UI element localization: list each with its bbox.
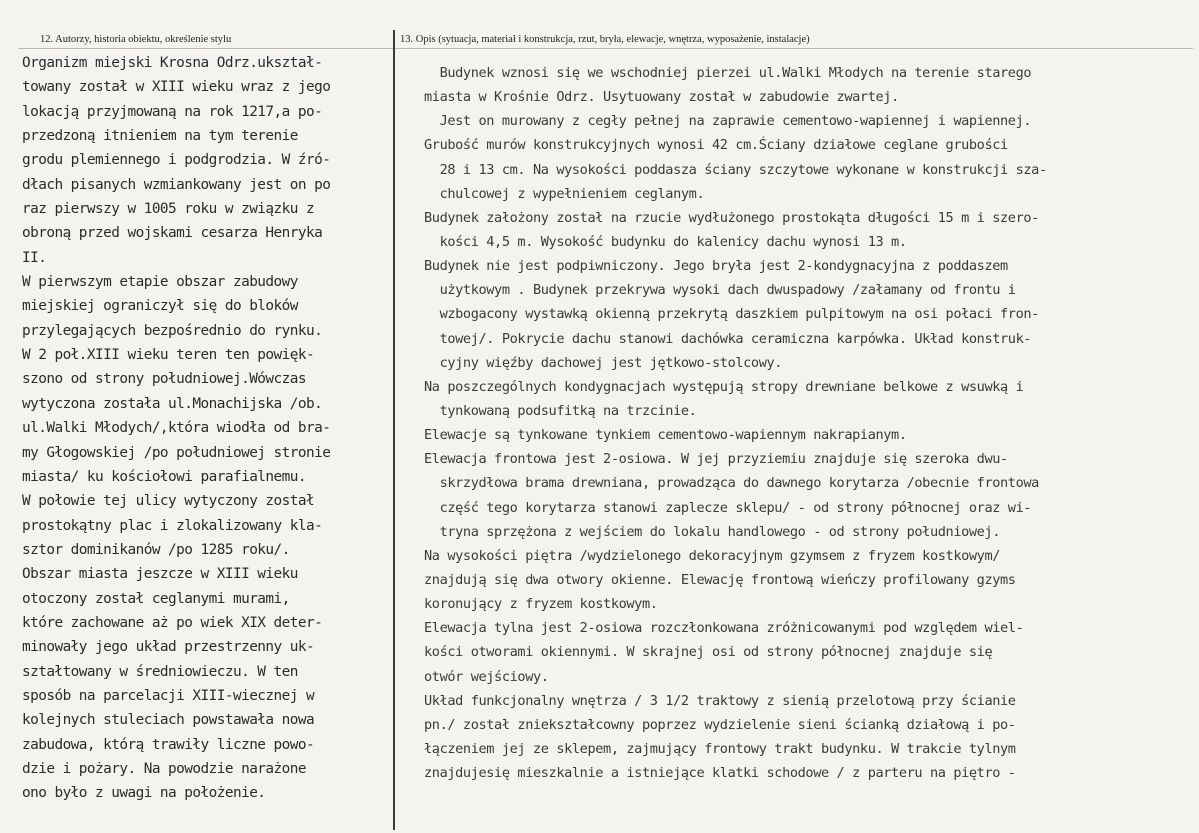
section-12-heading: 12. Autorzy, historia obiektu, określenie stylu (40, 34, 232, 45)
text-line: W połowie tej ulicy wytyczony został (22, 493, 315, 510)
text-line: ul.Walki Młodych/,która wiodła od bra- (22, 420, 331, 437)
text-line: część tego korytarza stanowi zaplecze sklepu/ - od strony północnej oraz wi- (424, 499, 1032, 516)
description-text-column (424, 61, 1199, 785)
text-line: szono od strony południowej.Wówczas (22, 371, 306, 388)
text-line: Obszar miasta jeszcze w XIII wieku (22, 566, 298, 583)
text-line: znajdują się dwa otwory okienne. Elewację frontową wieńczy profilowany gzyms (424, 571, 1016, 588)
text-line: Budynek nie jest podpiwniczony. Jego bryła jest 2-kondygnacyjna z poddaszem (424, 258, 1008, 275)
text-line: przylegających bezpośrednio do rynku. (22, 322, 323, 339)
text-line: Układ funkcjonalny wnętrza / 3 1/2 traktowy z sienią przelotową przy ścianie (424, 692, 1016, 709)
text-line: obroną przed wojskami cesarza Henryka (22, 225, 323, 242)
text-line: tynkowaną podsufitką na trzcinie. (424, 402, 697, 419)
text-line: sposób na parcelacji XIII-wiecznej w (22, 687, 315, 704)
history-text-column (22, 51, 394, 806)
text-line: Na wysokości piętra /wydzielonego dekoracyjnym gzymsem z fryzem kostkowym/ (424, 547, 1001, 564)
text-line: ono było z uwagi na położenie. (22, 785, 266, 802)
text-line: chulcowej z wypełnieniem ceglanym. (424, 185, 705, 202)
text-line: W 2 poł.XIII wieku teren ten powięk- (22, 347, 315, 364)
text-line: otwór wejściowy. (424, 668, 549, 685)
text-line: otoczony został ceglanymi murami, (22, 590, 290, 607)
text-line: dłach pisanych wzmiankowany jest on po (22, 176, 331, 193)
text-line: towany został w XIII wieku wraz z jego (22, 79, 331, 96)
text-line: kości 4,5 m. Wysokość budynku do kalenicy dachu wynosi 13 m. (424, 233, 907, 250)
text-line: Jest on murowany z cegły pełnej na zaprawie cementowo-wapiennej i wapiennej. (424, 113, 1032, 130)
text-line: Grubość murów konstrukcyjnych wynosi 42 cm.Ściany działowe ceglane grubości (424, 137, 1008, 154)
text-line: Na poszczególnych kondygnacjach występują stropy drewniane belkowe z wsuwką i (424, 378, 1024, 395)
text-line: minowały jego układ przestrzenny uk- (22, 639, 315, 656)
text-line: zabudowa, którą trawiły liczne powo- (22, 736, 315, 753)
text-line: koronujący z fryzem kostkowym. (424, 596, 658, 613)
text-line: pn./ został zniekształcowny poprzez wydzielenie sieni ścianką działową i po- (424, 716, 1016, 733)
text-line: użytkowym . Budynek przekrywa wysoki dach dwuspadowy /załamany od frontu i (424, 282, 1016, 299)
text-line: które zachowane aż po wiek XIX deter- (22, 614, 323, 631)
text-line: lokacją przyjmowaną na rok 1217,a po- (22, 103, 323, 120)
text-line: wzbogacony wystawką okienną przekrytą daszkiem pulpitowym na osi połaci fron- (424, 306, 1039, 323)
text-line: my Głogowskiej /po południowej stronie (22, 444, 331, 461)
text-line: Elewacja frontowa jest 2-osiowa. W jej przyziemiu znajduje się szeroka dwu- (424, 451, 1008, 468)
text-line: Budynek wznosi się we wschodniej pierzei ul.Walki Młodych na terenie starego (424, 65, 1032, 81)
text-line: ształtowany w średniowieczu. W ten (22, 663, 298, 680)
text-line: miasta/ ku kościołowi parafialnemu. (22, 468, 306, 485)
text-line: Organizm miejski Krosna Odrz.ukształ- (22, 55, 323, 71)
text-line: dzie i pożary. Na powodzie narażone (22, 760, 306, 777)
section-13-heading: 13. Opis (sytuacja, materiał i konstrukcja, rzut, bryła, elewacje, wnętrza, wyposażenie, instalacje) (400, 34, 810, 45)
text-line: cyjny więźby dachowej jest jętkowo-stolcowy. (424, 354, 783, 371)
text-line: miejskiej ograniczył się do bloków (22, 298, 298, 315)
text-line: Budynek założony został na rzucie wydłużonego prostokąta długości 15 m i szero- (424, 209, 1039, 226)
text-line: 28 i 13 cm. Na wysokości poddasza ściany szczytowe wykonane w konstrukcji sza- (424, 161, 1047, 178)
text-line: raz pierwszy w 1005 roku w związku z (22, 201, 315, 218)
text-line: kolejnych stuleciach powstawała nowa (22, 712, 315, 729)
text-line: przedzoną itnieniem na tym terenie (22, 128, 298, 145)
text-line: Elewacja tylna jest 2-osiowa rozczłonkowana zróżnicowanymi pod względem wiel- (424, 620, 1024, 637)
text-line: miasta w Krośnie Odrz. Usytuowany został w zabudowie zwartej. (424, 89, 899, 106)
text-line: sztor dominikanów /po 1285 roku/. (22, 541, 290, 558)
text-line: skrzydłowa brama drewniana, prowadząca do dawnego korytarza /obecnie frontowa (424, 475, 1039, 492)
text-line: grodu plemiennego i podgrodzia. W źró- (22, 152, 331, 169)
text-line: tryna sprzężona z wejściem do lokalu handlowego - od strony południowej. (424, 523, 1001, 540)
text-line: prostokątny plac i zlokalizowany kla- (22, 517, 323, 534)
text-line: kości otworami okiennymi. W skrajnej osi od strony północnej znajduje się (424, 644, 993, 661)
text-line: znajdujesię mieszkalnie a istniejące klatki schodowe / z parteru na piętro - (424, 765, 1016, 782)
header-rule (18, 48, 1193, 49)
text-line: II. (22, 249, 47, 266)
text-line: łączeniem jej ze sklepem, zajmujący frontowy trakt budynku. W trakcie tylnym (424, 740, 1016, 757)
text-line: W pierwszym etapie obszar zabudowy (22, 274, 298, 291)
text-line: Elewacje są tynkowane tynkiem cementowo-wapiennym nakrapianym. (424, 427, 907, 444)
text-line: towej/. Pokrycie dachu stanowi dachówka ceramiczna karpówka. Układ konstruk- (424, 330, 1032, 347)
text-line: wytyczona została ul.Monachijska /ob. (22, 395, 323, 412)
